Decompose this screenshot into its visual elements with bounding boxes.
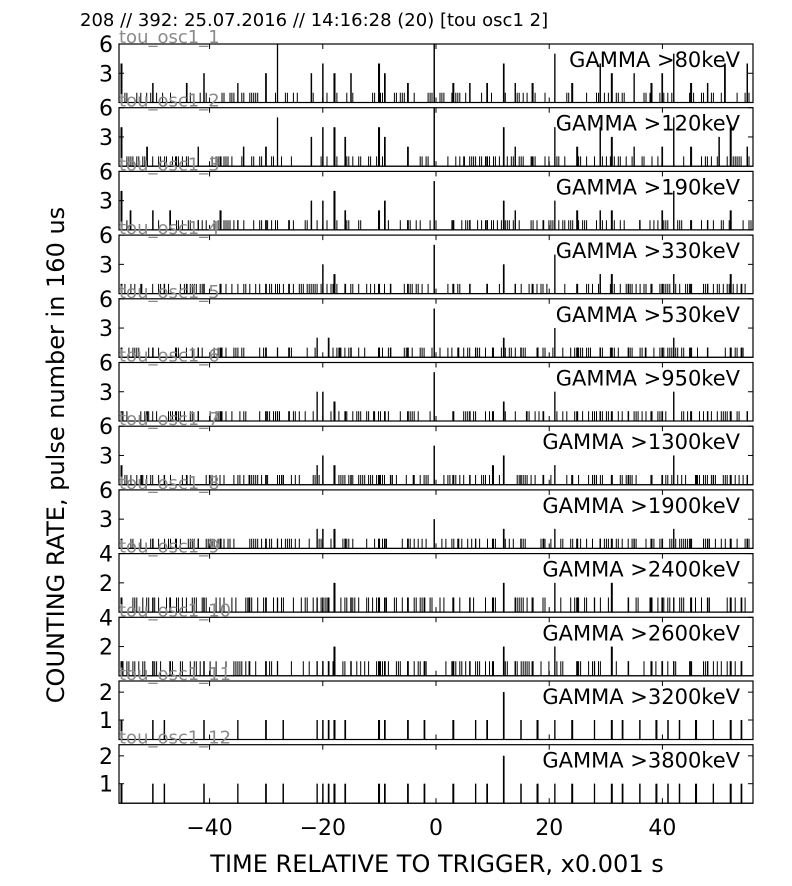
panel-energy-label: GAMMA >1300keV <box>542 430 740 455</box>
y-tick-label: 2 <box>99 571 113 597</box>
chart-panels <box>99 27 753 841</box>
y-tick-label: 6 <box>99 287 113 313</box>
y-tick-label: 3 <box>99 62 113 88</box>
y-axis-label: COUNTING RATE, pulse number in 160 us <box>42 206 70 704</box>
y-tick-label: 1 <box>99 709 113 734</box>
panel-energy-label: GAMMA >3800keV <box>542 748 740 773</box>
channel-label: tou_osc1_2 <box>119 90 220 112</box>
y-tick-label: 6 <box>99 415 113 441</box>
panel-energy-label: GAMMA >190keV <box>555 175 740 200</box>
panel-energy-label: GAMMA >80keV <box>569 48 740 72</box>
panel-energy-label: GAMMA >3200keV <box>542 685 740 709</box>
channel-label: tou_osc1_10 <box>119 600 232 622</box>
y-tick-label: 6 <box>99 33 113 58</box>
y-tick-label: 4 <box>99 542 113 568</box>
y-tick-label: 6 <box>99 160 113 186</box>
channel-label: tou_osc1_11 <box>119 664 232 685</box>
panel-energy-label: GAMMA >330keV <box>555 239 740 264</box>
channel-label: tou_osc1_4 <box>119 218 220 240</box>
y-tick-label: 2 <box>99 635 113 661</box>
y-tick-label: 6 <box>99 224 113 250</box>
channel-label: tou_osc1_8 <box>119 472 220 494</box>
y-tick-label: 3 <box>99 508 113 534</box>
x-tick-label: 40 <box>648 816 677 842</box>
y-tick-label: 1 <box>99 772 113 798</box>
chart-title: 208 // 392: 25.07.2016 // 14:16:28 (20) [tou osc1 2] <box>80 10 549 31</box>
channel-label: tou_osc1_12 <box>119 727 232 749</box>
y-tick-label: 3 <box>99 444 113 470</box>
channel-label: tou_osc1_6 <box>119 345 220 367</box>
panel-energy-label: GAMMA >530keV <box>555 302 740 327</box>
y-tick-label: 2 <box>99 744 113 770</box>
x-tick-label: 0 <box>429 816 443 842</box>
channel-label: tou_osc1_3 <box>119 154 220 176</box>
y-tick-label: 6 <box>99 351 113 377</box>
panel-energy-label: GAMMA >950keV <box>555 366 740 391</box>
channel-label: tou_osc1_9 <box>119 536 220 558</box>
panel-energy-label: GAMMA >120keV <box>555 111 740 136</box>
y-tick-label: 3 <box>99 380 113 406</box>
y-tick-label: 3 <box>99 317 113 343</box>
y-tick-label: 3 <box>99 125 113 151</box>
y-tick-label: 3 <box>99 189 113 215</box>
channel-label: tou_osc1_5 <box>119 281 220 303</box>
y-tick-label: 4 <box>99 606 113 632</box>
channel-label: tou_osc1_7 <box>119 409 220 431</box>
x-axis-label: TIME RELATIVE TO TRIGGER, x0.001 s <box>210 850 664 878</box>
y-tick-label: 6 <box>99 478 113 504</box>
x-tick-label: −20 <box>299 816 347 842</box>
y-tick-label: 6 <box>99 96 113 122</box>
x-tick-label: 20 <box>535 816 564 842</box>
channel-label: tou_osc1_1 <box>119 27 220 48</box>
x-tick-label: −40 <box>186 816 233 842</box>
y-tick-label: 2 <box>99 681 113 707</box>
panel-energy-label: GAMMA >2600keV <box>542 621 740 646</box>
y-tick-label: 3 <box>99 253 113 279</box>
panel-energy-label: GAMMA >2400keV <box>542 557 740 582</box>
panel-energy-label: GAMMA >1900keV <box>542 493 740 518</box>
